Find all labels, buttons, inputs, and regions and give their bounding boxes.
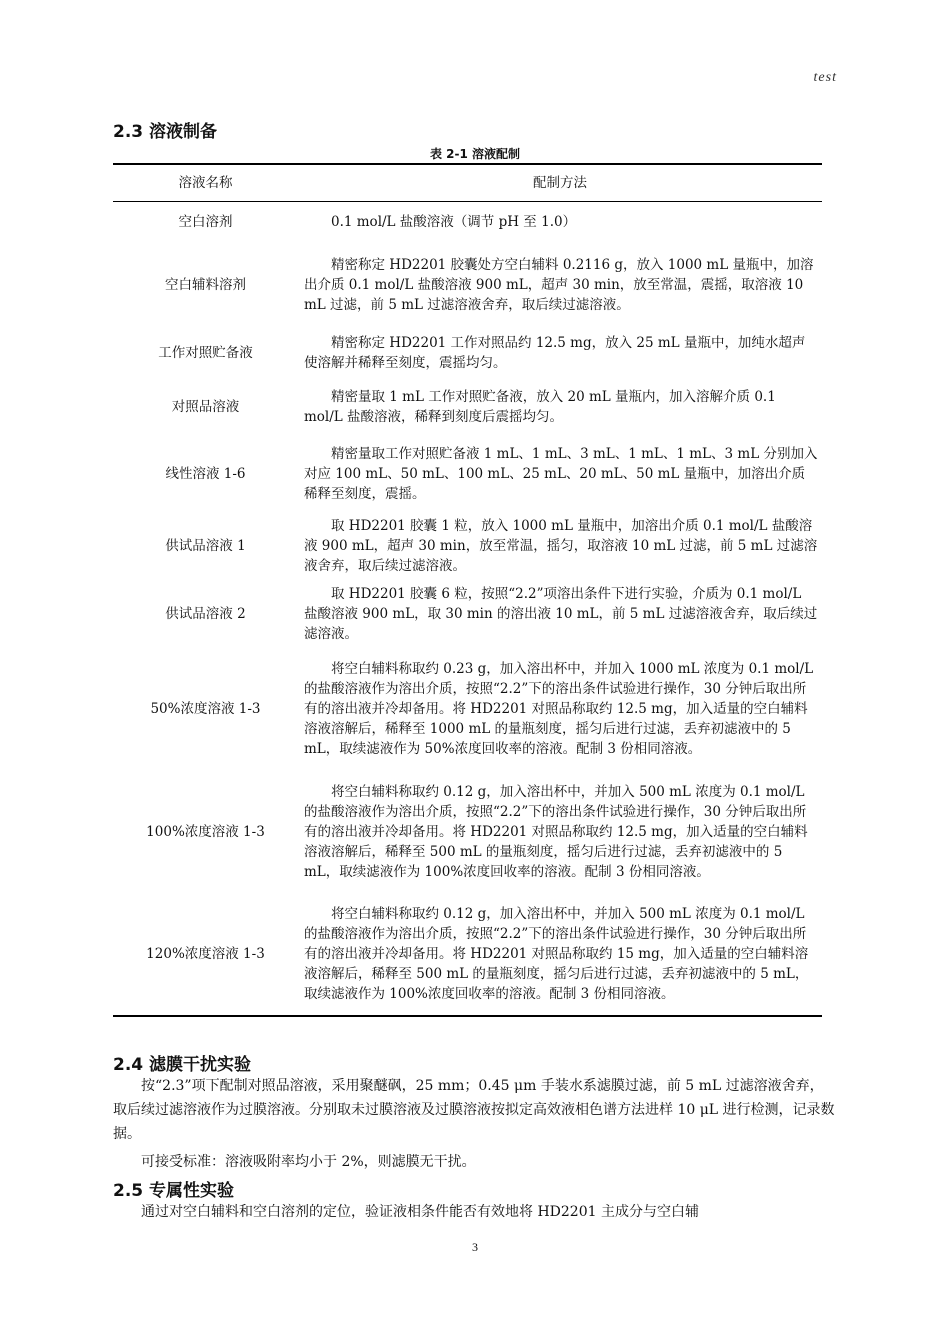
- solution-table: [113, 163, 822, 1017]
- header-solution-name: 溶液名称: [178, 175, 233, 191]
- page-number: 3: [472, 1240, 478, 1254]
- table-row: [113, 436, 822, 512]
- table-row: [113, 242, 822, 328]
- solution-name: 工作对照贮备液: [158, 344, 253, 361]
- preparation-method: 精密量取工作对照贮备液 1 mL、1 mL、3 mL、1 mL、1 mL、3 mL 分别加入对应 100 mL、50 mL、100 mL、25 mL、20 mL、50 mL 量瓶中，加溶出介质稀释至刻度，震摇。: [304, 445, 818, 502]
- table-row: [113, 512, 822, 580]
- solution-name: 50%浓度溶液 1-3: [150, 701, 261, 717]
- preparation-method: 将空白辅料称取约 0.12 g，加入溶出杯中，并加入 500 mL 浓度为 0.1 mol/L 的盐酸溶液作为溶出介质，按照“2.2”下的溶出条件试验进行操作，30 分钟后取出所有的溶出液并冷却备用。将 HD2201 对照品称取约 15 mg，加入适量的空白辅料溶液溶解后，稀释至 500 mL 的量瓶刻度，摇匀后进行过滤，丢弃初滤液中的 5 mL，取续滤液作为 100%浓度回收率的溶液。配制 3 份相同溶液。: [304, 905, 809, 1002]
- solution-name: 线性溶液 1-6: [165, 465, 246, 482]
- table-row: [113, 893, 822, 1016]
- table-row: [113, 580, 822, 648]
- section-2-4-heading: 2.4 滤膜干扰实验: [113, 1055, 252, 1075]
- section-2-5-paragraph: 通过对空白辅料和空白溶剂的定位，验证液相条件能否有效地将 HD2201 主成分与空白辅: [141, 1204, 699, 1220]
- table-row: [113, 771, 822, 893]
- acceptance-criteria-paragraph: 可接受标准：溶液吸附率均小于 2%，则滤膜无干扰。: [141, 1154, 476, 1170]
- preparation-method: 将空白辅料称取约 0.12 g，加入溶出杯中，并加入 500 mL 浓度为 0.1 mol/L 的盐酸溶液作为溶出介质，按照“2.2”下的溶出条件试验进行操作，30 分钟后取出所有的溶出液并冷却备用。将 HD2201 对照品称取约 12.5 mg，加入适量的空白辅料溶液溶解后，稀释至 500 mL 的量瓶刻度，摇匀后进行过滤，丢弃初滤液中的 5 mL，取续滤液作为 100%浓度回收率的溶液。配制 3 份相同溶液。: [304, 783, 808, 880]
- table-row: [113, 202, 822, 242]
- solution-name: 空白溶剂: [178, 213, 233, 230]
- preparation-method: 精密量取 1 mL 工作对照贮备液，放入 20 mL 量瓶内，加入溶解介质 0.1 mol/L 盐酸溶液，稀释到刻度后震摇均匀。: [304, 388, 776, 425]
- solution-name: 对照品溶液: [171, 398, 240, 415]
- solution-name: 100%浓度溶液 1-3: [146, 823, 265, 840]
- preparation-method: 精密称定 HD2201 工作对照品约 12.5 mg，放入 25 mL 量瓶中，加纯水超声使溶解并稀释至刻度，震摇均匀。: [304, 334, 806, 371]
- table-row: [113, 328, 822, 378]
- solution-name: 120%浓度溶液 1-3: [146, 945, 265, 962]
- solution-name: 供试品溶液 1: [165, 537, 246, 554]
- section-2-4-paragraph: 按“2.3”项下配制对照品溶液，采用聚醚砜，25 mm；0.45 μm 手装水系滤膜过滤，前 5 mL 过滤溶液舍弃，取后续过滤溶液作为过膜溶液。分别取未过膜溶液及过膜溶液按拟定高效液相色谱方法进样 10 μL 进行检测，记录数据。: [113, 1078, 835, 1142]
- header-preparation-method: 配制方法: [533, 175, 587, 191]
- table-row: [113, 648, 822, 771]
- header-note: test: [813, 70, 837, 85]
- solution-name: 空白辅料溶剂: [165, 276, 246, 293]
- table-caption: 表 2-1 溶液配制: [429, 147, 521, 161]
- table-header-row: [113, 164, 822, 202]
- preparation-method: 0.1 mol/L 盐酸溶液（调节 pH 至 1.0）: [331, 213, 577, 230]
- preparation-method: 精密称定 HD2201 胶囊处方空白辅料 0.2116 g，放入 1000 mL 量瓶中，加溶出介质 0.1 mol/L 盐酸溶液 900 mL，超声 30 min，放至常温，震摇，取溶液 10 mL 过滤，前 5 mL 过滤溶液舍弃，取后续过滤溶液。: [304, 256, 814, 313]
- table-row: [113, 378, 822, 436]
- preparation-method: 取 HD2201 胶囊 6 粒，按照“2.2”项溶出条件下进行实验，介质为 0.1 mol/L 盐酸溶液 900 mL，取 30 min 的溶出液 10 mL，前 5 mL 过滤溶液舍弃，取后续过滤溶液。: [304, 585, 818, 642]
- section-2-5-heading: 2.5 专属性实验: [113, 1181, 235, 1201]
- solution-name: 供试品溶液 2: [165, 605, 246, 622]
- section-2-3-heading: 2.3 溶液制备: [113, 122, 218, 142]
- preparation-method: 将空白辅料称取约 0.23 g，加入溶出杯中，并加入 1000 mL 浓度为 0.1 mol/L 的盐酸溶液作为溶出介质，按照“2.2”下的溶出条件试验进行操作，30 分钟后取出所有的溶出液并冷却备用。将 HD2201 对照品称取约 12.5 mg，加入适量的空白辅料溶液溶解后，稀释至 1000 mL 的量瓶刻度，摇匀后进行过滤，丢弃初滤液中的 5 mL，取续滤液作为 50%浓度回收率的溶液。配制 3 份相同溶液。: [304, 661, 814, 757]
- preparation-method: 取 HD2201 胶囊 1 粒，放入 1000 mL 量瓶中，加溶出介质 0.1 mol/L 盐酸溶液 900 mL，超声 30 min，放至常温，摇匀，取溶液 10 mL 过滤，前 5 mL 过滤溶液舍弃，取后续过滤溶液。: [304, 517, 818, 574]
